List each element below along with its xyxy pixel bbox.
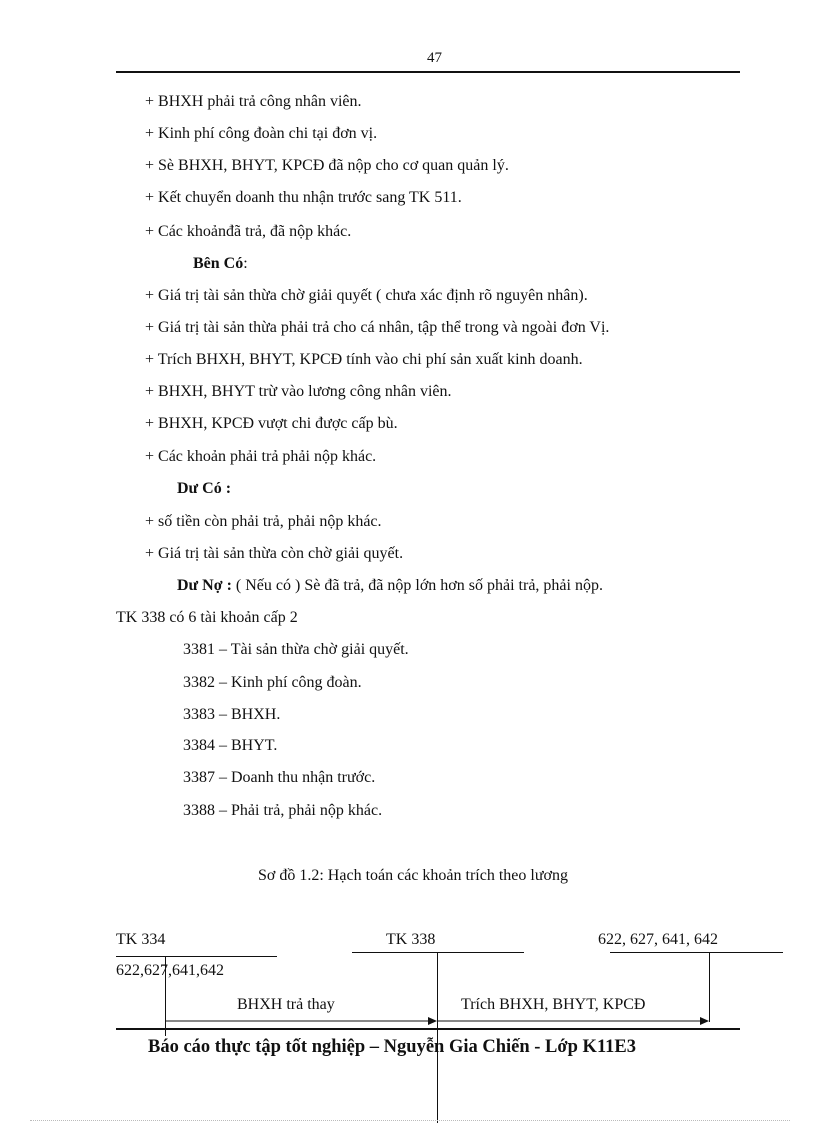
credit-item: + BHXH, BHYT trừ vào lương công nhân viên.: [145, 383, 452, 400]
account-334-label: TK 334: [116, 931, 166, 948]
sub-accounts-intro: TK 338 có 6 tài khoản cấp 2: [116, 609, 298, 626]
flow-label-bhxh-paid: BHXH trả thay: [237, 996, 335, 1013]
credit-item: + Giá trị tài sản thừa chờ giải quyết ( chưa xác định rõ nguyên nhân).: [145, 287, 588, 304]
credit-item: + Giá trị tài sản thừa phải trả cho cá nhân, tập thể trong và ngoài đơn Vị.: [145, 319, 610, 336]
page-bottom-divider: [30, 1120, 790, 1121]
page-number: 47: [427, 50, 442, 66]
credit-heading-label: Bên Có: [193, 255, 244, 272]
sub-account-item: 3381 – Tài sản thừa chờ giải quyết.: [183, 641, 409, 658]
credit-item: + Trích BHXH, BHYT, KPCĐ tính vào chi phí sản xuất kinh doanh.: [145, 351, 583, 368]
debit-balance-heading: Dư Nợ :: [177, 577, 232, 594]
credit-balance-item: + Giá trị tài sản thừa còn chờ giải quyết.: [145, 545, 404, 562]
sub-account-item: 3383 – BHXH.: [183, 706, 281, 723]
account-338-label: TK 338: [386, 931, 436, 948]
diagram-caption: Sơ đồ 1.2: Hạch toán các khoản trích theo lương: [258, 867, 568, 884]
footer-text: Báo cáo thực tập tốt nghiệp – Nguyễn Gia Chiến - Lớp K11E3: [148, 1037, 637, 1057]
credit-balance-item: + số tiền còn phải trả, phải nộp khác.: [145, 513, 382, 530]
credit-balance-heading: Dư Có :: [177, 480, 232, 497]
credit-item: + Các khoản phải trả phải nộp khác.: [145, 448, 377, 465]
flow-label-deduction: Trích BHXH, BHYT, KPCĐ: [461, 996, 646, 1013]
credit-heading-colon: :: [243, 255, 248, 272]
footer-rule: [116, 1028, 740, 1030]
sub-account-item: 3388 – Phải trả, phải nộp khác.: [183, 802, 383, 819]
sub-account-item: 3387 – Doanh thu nhận trước.: [183, 769, 376, 786]
debit-item: + Sè BHXH, BHYT, KPCĐ đã nộp cho cơ quan quản lý.: [145, 157, 509, 174]
debit-balance-text: ( Nếu có ) Sè đã trả, đã nộp lớn hơn số phải trả, phải nộp.: [231, 577, 603, 594]
sub-account-item: 3384 – BHYT.: [183, 737, 278, 754]
debit-item: + Kết chuyển doanh thu nhận trước sang TK 511.: [145, 189, 462, 206]
sub-account-item: 3382 – Kinh phí công đoàn.: [183, 674, 362, 691]
account-expense-label: 622, 627, 641, 642: [598, 931, 718, 948]
credit-item: + BHXH, KPCĐ vượt chi được cấp bù.: [145, 415, 398, 432]
arrow-head-icon: [428, 1017, 437, 1025]
left-account-label: 622,627,641,642: [116, 962, 224, 979]
debit-item: + Các khoảnđã trả, đã nộp khác.: [145, 223, 352, 240]
debit-item: + BHXH phải trả công nhân viên.: [145, 93, 362, 110]
arrow-head-icon: [700, 1017, 709, 1025]
debit-item: + Kinh phí công đoàn chi tại đơn vị.: [145, 125, 378, 142]
